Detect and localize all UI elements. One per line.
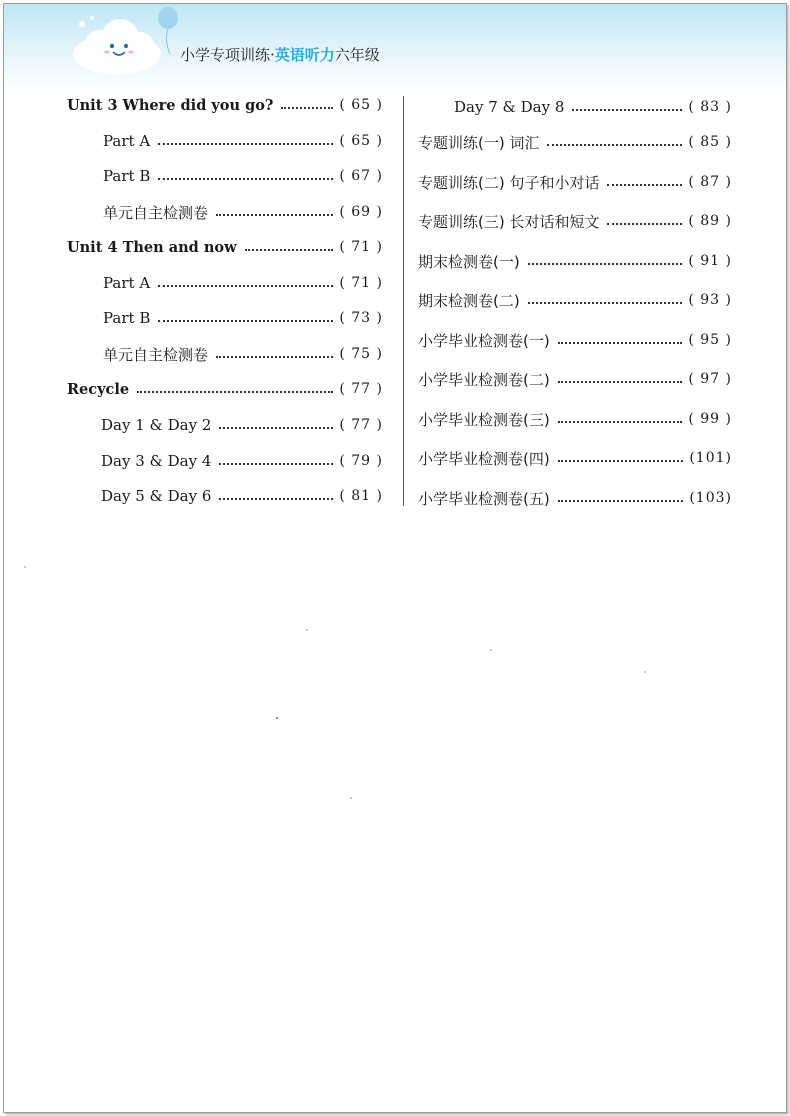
- leader-dots: [216, 356, 333, 358]
- toc-entry-label: 期末检测卷(一): [418, 252, 520, 271]
- toc-entry-label: Unit 3 Where did you go?: [67, 96, 274, 114]
- toc-entry[interactable]: [103, 342, 383, 366]
- grade-name: 六年级: [334, 46, 380, 64]
- toc-entry-label: Recycle: [67, 380, 130, 398]
- leader-dots: [607, 223, 682, 225]
- toc-entry[interactable]: [101, 449, 383, 473]
- toc-entry-page: (103): [689, 490, 732, 506]
- toc-entry[interactable]: [67, 93, 383, 117]
- toc-entry-label: 期末检测卷(二): [418, 291, 520, 310]
- toc-entry[interactable]: [418, 209, 732, 233]
- toc-entry-page: ( 91 ): [688, 253, 732, 269]
- toc-entry-label: Day 7 & Day 8: [454, 98, 565, 116]
- toc-entry-page: ( 71 ): [339, 275, 383, 291]
- paper-speck: [306, 629, 308, 631]
- toc-entry-page: ( 95 ): [688, 332, 732, 348]
- paper-speck: [350, 797, 352, 799]
- leader-dots: [547, 144, 682, 146]
- leader-dots: [158, 143, 333, 145]
- toc-entry-page: ( 77 ): [339, 381, 383, 397]
- toc-entry[interactable]: [103, 129, 383, 153]
- toc-entry-label: 专题训练(二) 句子和小对话: [418, 173, 600, 192]
- leader-dots: [528, 263, 683, 265]
- leader-dots: [137, 391, 333, 393]
- paper-speck: [24, 566, 26, 568]
- toc-entry[interactable]: [103, 164, 383, 188]
- toc-entry-page: ( 65 ): [339, 133, 383, 149]
- toc-entry[interactable]: [454, 95, 732, 119]
- toc-entry[interactable]: [67, 235, 383, 259]
- toc-entry-label: Day 1 & Day 2: [101, 416, 212, 434]
- series-name: 小学专项训练·: [180, 46, 275, 64]
- toc-entry-page: ( 87 ): [688, 174, 732, 190]
- book-page: [3, 3, 787, 1113]
- toc-entry-label: 专题训练(一) 词汇: [418, 133, 540, 152]
- toc-entry[interactable]: [103, 200, 383, 224]
- paper-speck: [276, 717, 278, 719]
- leader-dots: [281, 107, 333, 109]
- toc-entry-label: Part A: [103, 132, 151, 150]
- toc-entry-page: (101): [689, 450, 732, 466]
- toc-entry-label: 小学毕业检测卷(三): [418, 410, 550, 429]
- toc-entry-page: ( 79 ): [339, 453, 383, 469]
- paper-speck: [490, 649, 492, 651]
- toc-entry-label: 小学毕业检测卷(五): [418, 489, 550, 508]
- leader-dots: [219, 427, 333, 429]
- page-header-title: [180, 44, 380, 65]
- toc-entry-page: ( 75 ): [339, 346, 383, 362]
- toc-entry[interactable]: [103, 271, 383, 295]
- toc-entry[interactable]: [418, 486, 732, 510]
- toc-entry-label: 小学毕业检测卷(二): [418, 370, 550, 389]
- toc-entry-page: ( 69 ): [339, 204, 383, 220]
- toc-entry[interactable]: [67, 377, 383, 401]
- toc-entry[interactable]: [418, 249, 732, 273]
- toc-entry-page: ( 83 ): [688, 99, 732, 115]
- toc-entry-page: ( 67 ): [339, 168, 383, 184]
- leader-dots: [219, 498, 333, 500]
- leader-dots: [558, 381, 683, 383]
- toc-entry[interactable]: [101, 484, 383, 508]
- toc-entry[interactable]: [418, 328, 732, 352]
- toc-entry-page: ( 65 ): [339, 97, 383, 113]
- toc-entry-label: 单元自主检测卷: [103, 203, 209, 222]
- column-divider: [403, 96, 404, 506]
- leader-dots: [528, 302, 683, 304]
- leader-dots: [607, 184, 682, 186]
- toc-entry-label: 小学毕业检测卷(一): [418, 331, 550, 350]
- toc-entry-label: Day 3 & Day 4: [101, 452, 212, 470]
- toc-entry-label: Unit 4 Then and now: [67, 238, 237, 256]
- leader-dots: [558, 342, 683, 344]
- toc-entry-page: ( 77 ): [339, 417, 383, 433]
- toc-entry-label: Part B: [103, 309, 151, 327]
- leader-dots: [245, 249, 334, 251]
- leader-dots: [558, 460, 684, 462]
- toc-entry[interactable]: [418, 130, 732, 154]
- leader-dots: [216, 214, 333, 216]
- toc-entry-label: Part A: [103, 274, 151, 292]
- header-band: [4, 4, 786, 92]
- toc-entry-page: ( 89 ): [688, 213, 732, 229]
- toc-entry[interactable]: [418, 446, 732, 470]
- toc-entry-page: ( 93 ): [688, 292, 732, 308]
- leader-dots: [558, 421, 683, 423]
- paper-speck: [644, 671, 646, 673]
- toc-entry-label: Day 5 & Day 6: [101, 487, 212, 505]
- toc-entry[interactable]: [418, 170, 732, 194]
- balloon-icon: [154, 6, 182, 56]
- toc-entry-label: 专题训练(三) 长对话和短文: [418, 212, 600, 231]
- toc-entry[interactable]: [418, 367, 732, 391]
- toc-entry[interactable]: [418, 407, 732, 431]
- leader-dots: [158, 285, 333, 287]
- toc-entry-page: ( 85 ): [688, 134, 732, 150]
- leader-dots: [219, 463, 333, 465]
- toc-entry-page: ( 99 ): [688, 411, 732, 427]
- leader-dots: [572, 109, 682, 111]
- toc-entry[interactable]: [418, 288, 732, 312]
- toc-entry-page: ( 97 ): [688, 371, 732, 387]
- toc-entry[interactable]: [101, 413, 383, 437]
- toc-entry-page: ( 73 ): [339, 310, 383, 326]
- toc-entry[interactable]: [103, 306, 383, 330]
- toc-entry-label: 单元自主检测卷: [103, 345, 209, 364]
- leader-dots: [558, 500, 684, 502]
- subject-name: 英语听力: [274, 46, 335, 64]
- toc-entry-label: Part B: [103, 167, 151, 185]
- toc-entry-label: 小学毕业检测卷(四): [418, 449, 550, 468]
- toc-entry-page: ( 81 ): [339, 488, 383, 504]
- leader-dots: [158, 178, 333, 180]
- leader-dots: [158, 320, 333, 322]
- toc-entry-page: ( 71 ): [339, 239, 383, 255]
